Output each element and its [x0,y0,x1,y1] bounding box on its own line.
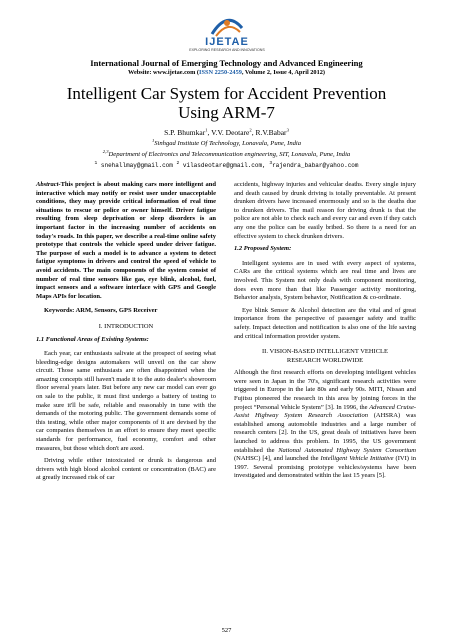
author-3-sup: 3 [286,127,289,133]
email-2[interactable]: vilasdeotare@gmail.com, [182,162,266,169]
affiliation-2-sup: 2,3 [102,148,109,154]
affiliation-1-text: Sinhgad Institute Of Technology, Lonavala, Pune, India [154,140,302,147]
issn-link[interactable]: ISSN 2250-2459 [199,69,242,76]
email-3-sup: 3 [269,161,273,166]
journal-name: International Journal of Emerging Technology and Advanced Engineering [90,58,363,68]
email-3[interactable]: rajendra_babar@yahoo.com [272,162,359,169]
proposed-paragraph-1: Intelligent systems are in used with every aspect of systems, CARs are the critical systems which are real time and lives are involved. This System not only deals with component monitoring, does even more than that like Passenger activity monitoring, Behavior analysis, System behavior, Notification & co-ordinate. [234,259,416,302]
section-2-heading-line1: II. VISION-BASED INTELLIGENT VEHICLE [261,348,388,356]
logo-tagline: EXPLORING RESEARCH AND INNOVATIONS [189,48,265,52]
subsection-1-1-heading: 1.1 Functional Areas of Existing Systems: [36,335,149,343]
affiliation-2-text: Department of Electronics and Telecommunication engineering, SIT, Lonavala, Pune, India [108,151,351,158]
author-1-sup: 1 [205,127,208,133]
affiliation-2 [0,148,453,158]
subsection-1-2-heading: 1.2 Proposed System: [234,245,292,253]
journal-website-line [0,69,453,76]
section-2-text-a: Although the first research efforts on developing intelligent vehicles were seen in Japan in the 70's, significant research activities were triggered in Europe in the late 80s and early 90s. MITI, Nissan and Fujitsu pioneered the research in this area by joining forces in the project “Personal Vehicle System” [3]. In 1996, the [234,369,416,411]
affiliation-1-sup: 1 [151,137,155,143]
author-2-sup: 2 [249,127,252,133]
email-1[interactable]: snehallmay@gmail.com [100,162,173,169]
section-2-italic-2: National Automated Highway System Consortium [278,446,416,454]
section-introduction-heading: I. INTRODUCTION [98,322,154,330]
section-2-italic-1: Advanced Cruise-Assist Highway System Research Association [234,403,416,420]
website-suffix: , Volume 2, Issue 4, April 2012) [241,69,325,76]
intro-paragraph-2: Driving while either intoxicated or drunk is dangerous and drivers with high blood alcohol content or concentration (BAC) are at greatly increased risk of car [36,457,216,482]
author-emails [0,162,453,169]
keywords: Keywords: ARM, Sensors, GPS Receiver [44,307,158,315]
paper-title-line1: Intelligent Car System for Accident Prevention [66,84,387,103]
email-2-sup: 2 [176,161,180,166]
section-2-heading [234,348,416,365]
left-column [36,181,216,487]
email-1-sup: 1 [94,161,98,166]
intro-paragraph-3: accidents, highway injuries and vehicular deaths. Every single injury and death caused by drunk driving is totally preventable. At present drunken drivers have increased enormously and so is the deaths due to drunken drivers. The mail reason for driving drunk is that the police are not able to check each and every car and even if they catch any one the police can be easily bribed. So there is a need for an effective system to check drunken drivers. [234,181,416,240]
logo-text: IJETAE [205,36,249,48]
paper-title [40,84,413,122]
logo-swoosh-icon [208,14,246,38]
section-2-paragraph [234,369,416,481]
author-list: S.P. Bhumkar$^1$, V.V. Deotare$^2$, R.V.Babar$^3$ [164,127,289,137]
author-1: S.P. Bhumkar [164,128,206,137]
abstract-text: This project is about making cars more intelligent and interactive which may notify or resist user under unacceptable conditions, they may provide critical information of real time situations to rescue or police or owner himself. Driver fatigue resulting from sleep deprivation or sleep disorders is an important factor in the increasing number of accidents on today's roads. In this paper, we describe a real-time online safety prototype that controls the vehicle speed under driver fatigue. The purpose of such a model is to advance a system to detect fatigue symptoms in drivers and control the speed of vehicle to avoid accidents. The main components of the system consist of number of real time sensors like gas, eye blink, alcohol, fuel, impact sensors and a software interface with GPS and Google Maps APIs for location. [36,181,216,300]
section-2-text-b: (AHSRA) was established among automobile industries and a large number of research centers [2]. In the US, great deals of initiatives have been launched to address this problem. In 1995, the US government established the [234,412,416,454]
abstract [36,181,216,301]
author-3: R.V.Babar [255,128,287,137]
author-2: V.V. Deotare [211,128,250,137]
section-2-text-d: (IVI) in 1997. Several promising prototype vehicles/systems have been investigated and demonstrated within the last 15 years [5]. [234,455,416,480]
page-number: 527 [221,627,232,634]
affiliation-1 [0,137,453,147]
right-column [234,181,416,485]
intro-paragraph-1: Each year, car enthusiasts salivate at the prospect of seeing what bleeding-edge designs automakers will unveil on the car show circuit. Those same enthusiasts are often disappointed when the amazing concepts still haven't made it to the auto dealer's showroom floor several years later. But before any new car model can ever go on sale to the public, it must first undergo a battery of testing to make sure it'll be safe, reliable and reasonably in tune with the demands of the motoring public. The government demands some of this testing, while other major components of it are devised by the car companies themselves in an effort to ensure they meet specific standards for performance, fuel economy, comfort and other measures, but those which don't are axed. [36,350,216,452]
paper-title-line2: Using ARM-7 [178,103,275,122]
journal-logo [186,14,268,56]
abstract-label: Abstract- [36,181,61,188]
section-2-italic-3: Intelligent Vehicle Initiative [320,455,394,463]
proposed-paragraph-2: Eye blink Sensor & Alcohol detection are the vital and of great importance from the perspective of passenger safety and traffic safety. Impact detection and notification is also one of the life saving and critical information provider system. [234,306,416,340]
website-prefix: Website: www.ijetae.com ( [128,69,199,76]
section-2-text-c: (NAHSC) [4], and launched the [234,455,321,463]
section-2-heading-line2: RESEARCH WORLDWIDE [286,356,364,364]
